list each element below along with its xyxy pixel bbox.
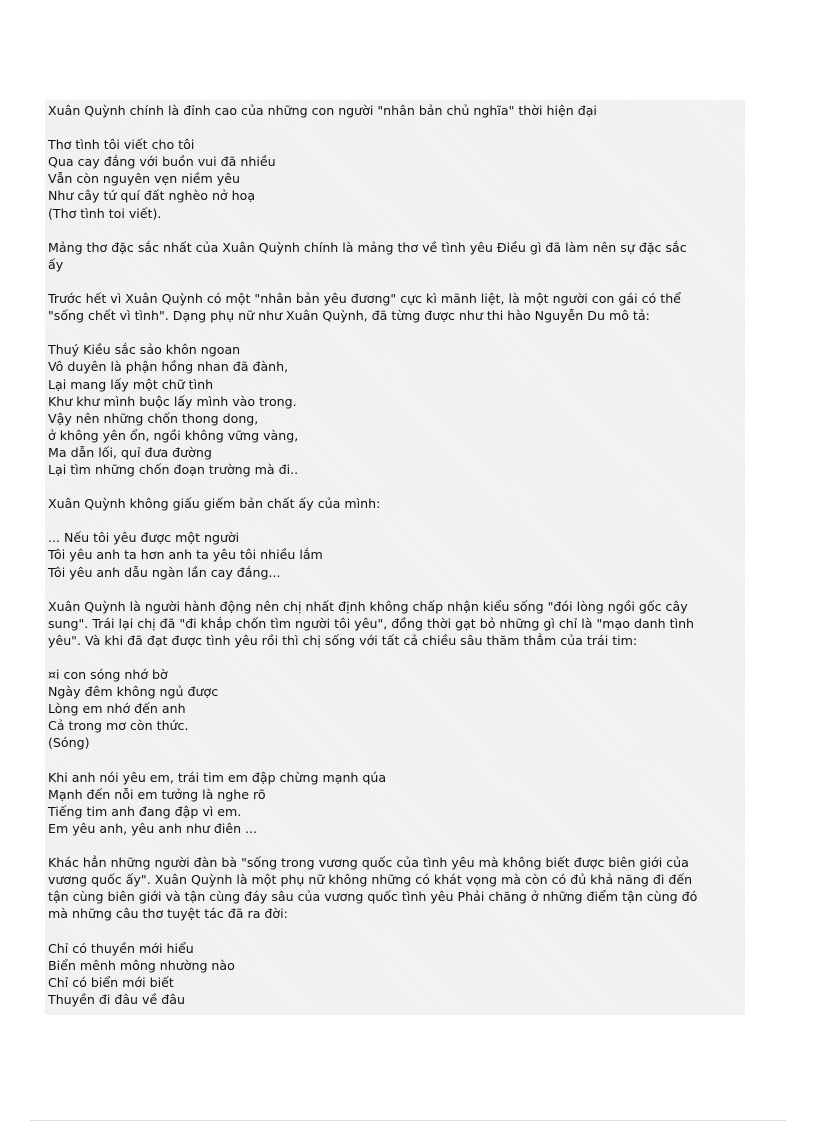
paragraph-line: mà những câu thơ tuyệt tác đã ra đời: (48, 906, 288, 922)
poem-line: Khi anh nói yêu em, trái tim em đập chừng mạnh qúa (48, 769, 387, 785)
poem-line: Lại mang lấy một chữ tình (48, 376, 214, 392)
poem-song (48, 666, 742, 751)
paragraph-line: ấy (48, 256, 64, 272)
poem-line: Em yêu anh, yêu anh như điên ... (48, 820, 258, 836)
poem-line: Vô duyên là phận hồng nhan đã đành, (48, 359, 289, 375)
paragraph-line: sung". Trái lại chị đã "đi khắp chốn tìm người tôi yêu", đồng thời gạt bỏ những gì chỉ là "mạo danh tình (48, 615, 695, 631)
poem-line: Vẫn còn nguyên vẹn niềm yêu (48, 171, 240, 187)
intro-paragraph (48, 102, 742, 119)
poem-line: Thuyền đi đâu về đâu (48, 991, 185, 1007)
poem-thuy-kieu (48, 341, 742, 478)
paragraph-line: "sống chết vì tình". Dạng phụ nữ như Xuân Quỳnh, đã từng được như thi hào Nguyễn Du mô tả: (48, 308, 650, 324)
text-block (45, 100, 745, 1015)
paragraph-line: vương quốc ấy". Xuân Quỳnh là một phụ nữ không những có khát vọng mà còn có đủ khả năng đi đến (48, 872, 693, 888)
poem-line: Biển mênh mông nhường nào (48, 957, 235, 973)
poem-line: Thơ tình tôi viết cho tôi (48, 137, 195, 153)
poem-source: (Thơ tình toi viết). (48, 205, 162, 221)
poem-line: Vậy nên những chốn thong dong, (48, 410, 259, 426)
paragraph-line: Trước hết vì Xuân Quỳnh có một "nhân bản yêu đương" cực kì mãnh liệt, là một người con gái có thể (48, 291, 681, 307)
paragraph-line: Xuân Quỳnh không giấu giếm bản chất ấy của mình: (48, 496, 381, 512)
paragraph-line: Xuân Quỳnh là người hành động nên chị nhất định không chấp nhận kiểu sống "đói lòng ngồi gốc cây (48, 598, 688, 614)
poem-line: Tiếng tim anh đang đập vì em. (48, 803, 242, 819)
poem-line: Ma dẫn lối, quỉ đưa đường (48, 444, 212, 460)
poem-source: (Sóng) (48, 735, 90, 751)
page-bottom-divider (30, 1120, 786, 1121)
paragraph-mang-tho (48, 239, 742, 273)
paragraph-line: Khác hẳn những người đàn bà "sống trong vương quốc của tình yêu mà không biết được biên giới của (48, 855, 689, 871)
poem-line: Lại tìm những chốn đoạn trường mà đi.. (48, 461, 299, 477)
poem-line: Qua cay đắng với buồn vui đã nhiều (48, 154, 276, 170)
paragraph-khong-giau (48, 495, 742, 512)
poem-line: Mạnh đến nỗi em tưởng là nghe rõ (48, 786, 266, 802)
poem-line: ở không yên ổn, ngồi không vững vàng, (48, 427, 299, 443)
poem-line: Cả trong mơ còn thức. (48, 718, 189, 734)
paragraph-line: yêu". Và khi đã đạt được tình yêu rồi thì chị sống với tất cả chiều sâu thăm thẳm của trái tim: (48, 632, 638, 648)
poem-line: Thuý Kiều sắc sảo khôn ngoan (48, 342, 241, 358)
poem-line: ¤i con sóng nhớ bờ (48, 667, 168, 683)
paragraph-truoc-het (48, 290, 742, 324)
paragraph-line: tận cùng biên giới và tận cùng đáy sâu của vương quốc tình yêu Phải chăng ở những điểm tận cùng đó (48, 889, 698, 905)
poem-line: Chỉ có thuyền mới hiểu (48, 940, 194, 956)
poem-line: Tôi yêu anh dẫu ngàn lần cay đắng... (48, 564, 281, 580)
poem-line: Khư khư mình buộc lấy mình vào trong. (48, 393, 297, 409)
poem-line: Tôi yêu anh ta hơn anh ta yêu tôi nhiều lắm (48, 547, 323, 563)
poem-line: ... Nếu tôi yêu được một người (48, 530, 240, 546)
paragraph-line: Mảng thơ đặc sắc nhất của Xuân Quỳnh chính là mảng thơ về tình yêu Điều gì đã làm nên sự đặc sắc (48, 239, 687, 255)
poem-line: Chỉ có biển mới biết (48, 974, 174, 990)
poem-line: Như cây tứ quí đất nghèo nở hoạ (48, 188, 256, 204)
poem-thuyen-bien (48, 940, 742, 1008)
poem-neu-toi-yeu (48, 529, 742, 580)
intro-line: Xuân Quỳnh chính là đỉnh cao của những con người "nhân bản chủ nghĩa" thời hiện đại (48, 103, 597, 118)
paragraph-hanh-dong (48, 598, 742, 649)
poem-line: Ngày đêm không ngủ được (48, 684, 219, 700)
poem-khi-anh-noi (48, 769, 742, 837)
poem-line: Lòng em nhớ đến anh (48, 701, 186, 717)
paragraph-khac-han (48, 854, 742, 922)
poem-tho-tinh (48, 136, 742, 221)
